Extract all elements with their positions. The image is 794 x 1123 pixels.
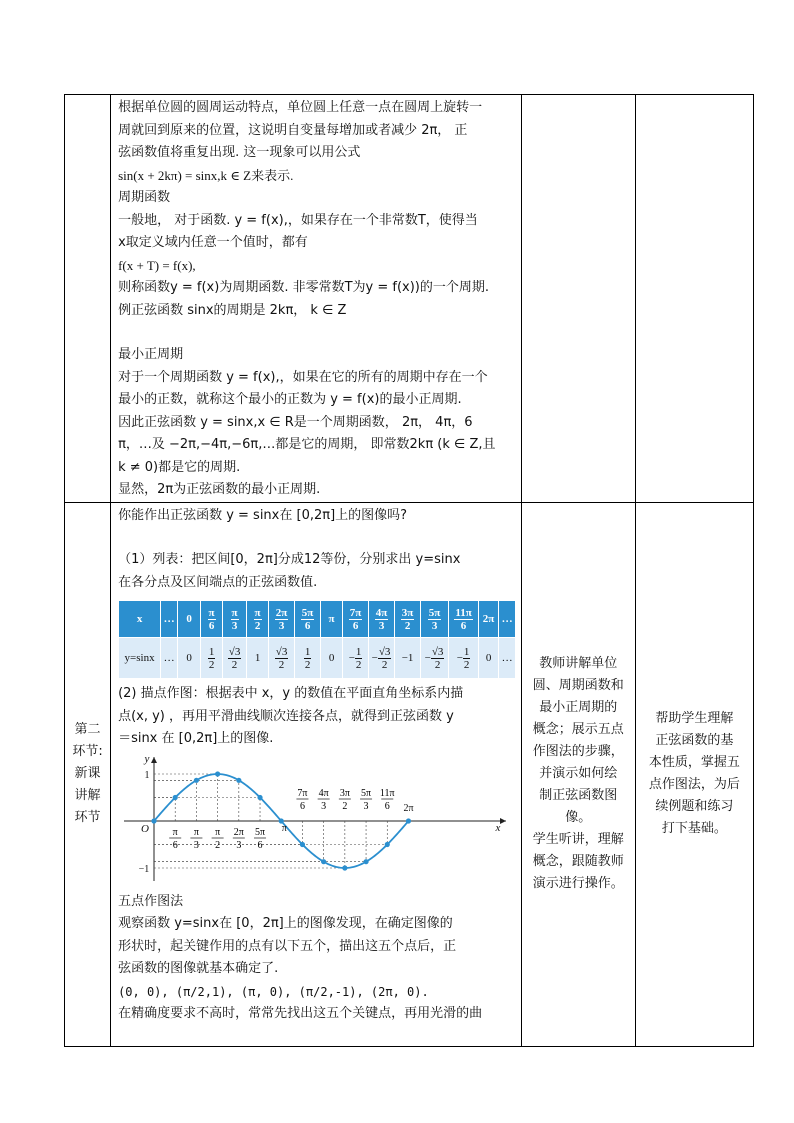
teacher-activity-text (522, 653, 635, 895)
sine-value-table (118, 600, 516, 679)
cell-text-line: 打下基础。 (661, 821, 727, 836)
table-y-cell: − $\frac{√3}{2}$ (421, 638, 449, 679)
table-y-cell: … (161, 638, 178, 679)
table-x-cell: $\frac{2\pi}{3}$ (269, 601, 295, 638)
text-line: 则称函数y = f(x)为周期函数. 非零常数T为y = f(x))的一个周期. (118, 280, 490, 295)
table-y-cell: − $\frac{√3}{2}$ (369, 638, 395, 679)
table-x-cell: $\frac{\pi}{2}$ (247, 601, 269, 638)
formula-line: f(x + T) = f(x), (118, 257, 196, 273)
text-line: 周就回到原来的位置，这说明自变量每增加或者减少 2π， 正 (118, 122, 468, 138)
table-x-cell: $\frac{3\pi}{2}$ (395, 601, 421, 638)
x-tick-label (169, 827, 181, 851)
curve-point (342, 865, 347, 870)
table-x-cell: 2π (479, 601, 499, 638)
text-line: x取定义域内任意一个值时，都有 (118, 235, 308, 250)
lesson-row-concepts (65, 95, 754, 503)
text-line: 对于一个周期函数 y = f(x),，如果在它的所有的周期中存在一个 (118, 369, 488, 385)
lesson-row-new-lesson (65, 502, 754, 1046)
formula-line: sin(x + 2kπ) = sinx,k ∈ Z来表示. (118, 167, 294, 183)
y-axis-arrow (151, 757, 157, 763)
svg-text:2π: 2π (233, 826, 244, 838)
text-line: π，…及 −2π,−4π,−6π,…都是它的周期， 即常数2kπ (k ∈ Z,且 (118, 437, 496, 452)
step2-line: 点(x, y) ，再用平滑曲线顺次连接各点，就得到正弦函数 y (118, 708, 454, 724)
table-y-cell: −1 (395, 638, 421, 679)
cell-text-line: 圆、周期函数和 (532, 678, 624, 693)
table-x-cell: $\frac{11\pi}{6}$ (449, 601, 479, 638)
table-y-cell: 0 (479, 638, 499, 679)
cell-text-line: 续例题和练习 (655, 799, 734, 814)
origin-label: O (141, 822, 150, 835)
section-heading: 最小正周期 (118, 347, 184, 362)
svg-text:3: 3 (236, 839, 242, 851)
x-tick-label (233, 827, 245, 851)
svg-text:4π: 4π (318, 787, 329, 799)
svg-text:6: 6 (300, 800, 306, 812)
table-x-cell: … (161, 601, 178, 638)
table-x-cell: $\frac{7\pi}{6}$ (343, 601, 369, 638)
text-line: 根据单位圆的圆周运动特点，单位圆上任意一点在圆周上旋转一 (118, 100, 483, 115)
curve-point (364, 859, 369, 864)
five-point-line: 弦函数的图像就基本确定了. (118, 961, 279, 976)
row-y-label: y=sinx (119, 638, 161, 679)
cell-text-line: 教师讲解单位 (539, 656, 618, 671)
table-y-cell: − $\frac{1}{2}$ (449, 638, 479, 679)
svg-text:5π: 5π (255, 826, 266, 838)
purpose-cell-empty (635, 95, 753, 503)
svg-text:π: π (193, 826, 200, 838)
curve-point (236, 777, 241, 782)
cell-text-line: 像。 (565, 810, 592, 825)
table-value-row (119, 638, 516, 679)
table-header-row (119, 601, 516, 638)
table-y-cell: 0 (178, 638, 201, 679)
svg-text:7π: 7π (297, 787, 308, 799)
text-line: 一般地， 对于函数. y = f(x),，如果存在一个非常数T，使得当 (118, 212, 478, 228)
table-y-cell: $\frac{√3}{2}$ (223, 638, 247, 679)
content-cell-graph (111, 502, 522, 1046)
svg-text:3: 3 (193, 839, 199, 851)
cell-text-line: 帮助学生理解 (655, 711, 734, 726)
x-tick-label (297, 788, 309, 812)
table-x-cell: π (321, 601, 343, 638)
table-y-cell: − $\frac{1}{2}$ (343, 638, 369, 679)
y-tick-label: 1 (144, 769, 150, 781)
phase-label: 第二 环节: 新课 讲解 环节 (72, 722, 103, 825)
y-axis-label: y (144, 752, 150, 765)
curve-point (300, 841, 305, 846)
x-tick-label: 2π (403, 802, 414, 814)
cell-text-line: 学生听讲，理解 (532, 832, 624, 847)
design-purpose-text (636, 708, 753, 840)
cell-text-line: 概念，跟随教师 (532, 854, 624, 869)
content-cell-concepts (111, 95, 522, 503)
cell-text-line: 最小正周期的 (539, 700, 618, 715)
table-x-cell: $\frac{\pi}{3}$ (223, 601, 247, 638)
svg-text:3: 3 (363, 800, 369, 812)
svg-text:3π: 3π (339, 787, 350, 799)
table-y-cell: … (499, 638, 516, 679)
svg-text:6: 6 (172, 839, 178, 851)
text-line: k ≠ 0)都是它的周期. (118, 459, 241, 475)
phase-cell (65, 502, 111, 1046)
cell-text-line: 并演示如何绘 (539, 766, 618, 781)
cell-text-line: 点作图法，为后 (648, 777, 740, 792)
curve-point (151, 818, 156, 823)
curve-point (194, 777, 199, 782)
table-x-cell: $\frac{4\pi}{3}$ (369, 601, 395, 638)
table-x-cell: 0 (178, 601, 201, 638)
section-heading: 周期函数 (118, 190, 171, 205)
svg-text:3: 3 (321, 800, 327, 812)
blank-line (118, 322, 515, 344)
cell-text-line: 制正弦函数图 (539, 788, 618, 803)
curve-point (173, 794, 178, 799)
text-line: 显然，2π为正弦函数的最小正周期. (118, 482, 321, 497)
table-x-cell: … (499, 601, 516, 638)
table-y-cell: $\frac{1}{2}$ (295, 638, 321, 679)
x-tick-label (254, 827, 266, 851)
teacher-cell-empty (521, 95, 635, 503)
x-tick-label (212, 827, 224, 851)
table-x-cell: $\frac{5\pi}{3}$ (421, 601, 449, 638)
key-points-line: (0, 0), (π/2,1), (π, 0), (π/2,-1), (2π, 0). (118, 984, 429, 999)
svg-text:11π: 11π (379, 787, 395, 799)
cell-text-line: 作图法的步骤， (532, 744, 624, 759)
table-y-cell: 1 (247, 638, 269, 679)
x-tick-label (318, 788, 330, 812)
cell-text-line: 本性质，掌握五 (648, 755, 740, 770)
svg-text:6: 6 (384, 800, 390, 812)
cell-text-line: 概念；展示五点 (532, 722, 624, 737)
x-tick-label: π (281, 822, 287, 834)
section-heading: 五点作图法 (118, 893, 184, 909)
y-tick-label: −1 (138, 863, 150, 875)
curve-point (257, 794, 262, 799)
lesson-plan-table (64, 94, 754, 1047)
cell-text-line: 演示进行操作。 (532, 876, 624, 891)
step1-line: （1）列表：把区间[0，2π]分成12等份，分别求出 y=sinx (118, 552, 461, 567)
sine-graph (118, 753, 514, 885)
table-x-cell: $\frac{5\pi}{6}$ (295, 601, 321, 638)
x-tick-label (360, 788, 372, 812)
x-tick-label (190, 827, 202, 851)
x-tick-label (339, 788, 351, 812)
phase-cell-empty (65, 95, 111, 503)
svg-text:6: 6 (257, 839, 263, 851)
curve-point (215, 771, 220, 776)
svg-text:π: π (215, 826, 221, 838)
text-line: 最小的正数，就称这个最小的正数为 y = f(x)的最小正周期. (118, 392, 462, 407)
svg-text:π: π (172, 826, 178, 838)
last-line: 在精确度要求不高时，常常先找出这五个关键点，再用光滑的曲 (118, 1006, 483, 1021)
curve-point (385, 841, 390, 846)
text-line: 例正弦函数 sinx的周期是 2kπ， k ∈ Z (118, 302, 347, 318)
question-line: 你能作出正弦函数 y = sinx在 [0,2π]上的图像吗? (118, 507, 408, 523)
text-line: 弦函数值将重复出现. 这一现象可以用公式 (118, 145, 361, 160)
cell-text-line: 正弦函数的基 (655, 733, 734, 748)
x-axis-label: x (495, 821, 501, 834)
svg-text:2: 2 (215, 839, 221, 851)
curve-point (406, 818, 411, 823)
step2-line: (2) 描点作图：根据表中 x，y 的数值在平面直角坐标系内描 (118, 686, 464, 701)
five-point-line: 观察函数 y=sinx在 [0，2π]上的图像发现，在确定图像的 (118, 916, 453, 931)
table-y-cell: $\frac{√3}{2}$ (269, 638, 295, 679)
five-point-line: 形状时，起关键作用的点有以下五个，描出这五个点后，正 (118, 938, 457, 954)
curve-point (321, 859, 326, 864)
table-y-cell: 0 (321, 638, 343, 679)
x-tick-label (380, 788, 395, 812)
x-axis-arrow (500, 818, 506, 824)
table-x-cell: $\frac{\pi}{6}$ (201, 601, 223, 638)
step1-line: 在各分点及区间端点的正弦函数值. (118, 574, 318, 590)
teacher-activity-cell (521, 502, 635, 1046)
header-x-label: x (119, 601, 161, 638)
design-purpose-cell (635, 502, 753, 1046)
table-y-cell: $\frac{1}{2}$ (201, 638, 223, 679)
text-line: 因此正弦函数 y = sinx,x ∈ R是一个周期函数， 2π， 4π，6 (118, 414, 473, 430)
blank-line (118, 527, 515, 549)
svg-text:2: 2 (342, 800, 348, 812)
step2-line: ＝sinx 在 [0,2π]上的图像. (118, 731, 274, 746)
svg-text:5π: 5π (361, 787, 372, 799)
